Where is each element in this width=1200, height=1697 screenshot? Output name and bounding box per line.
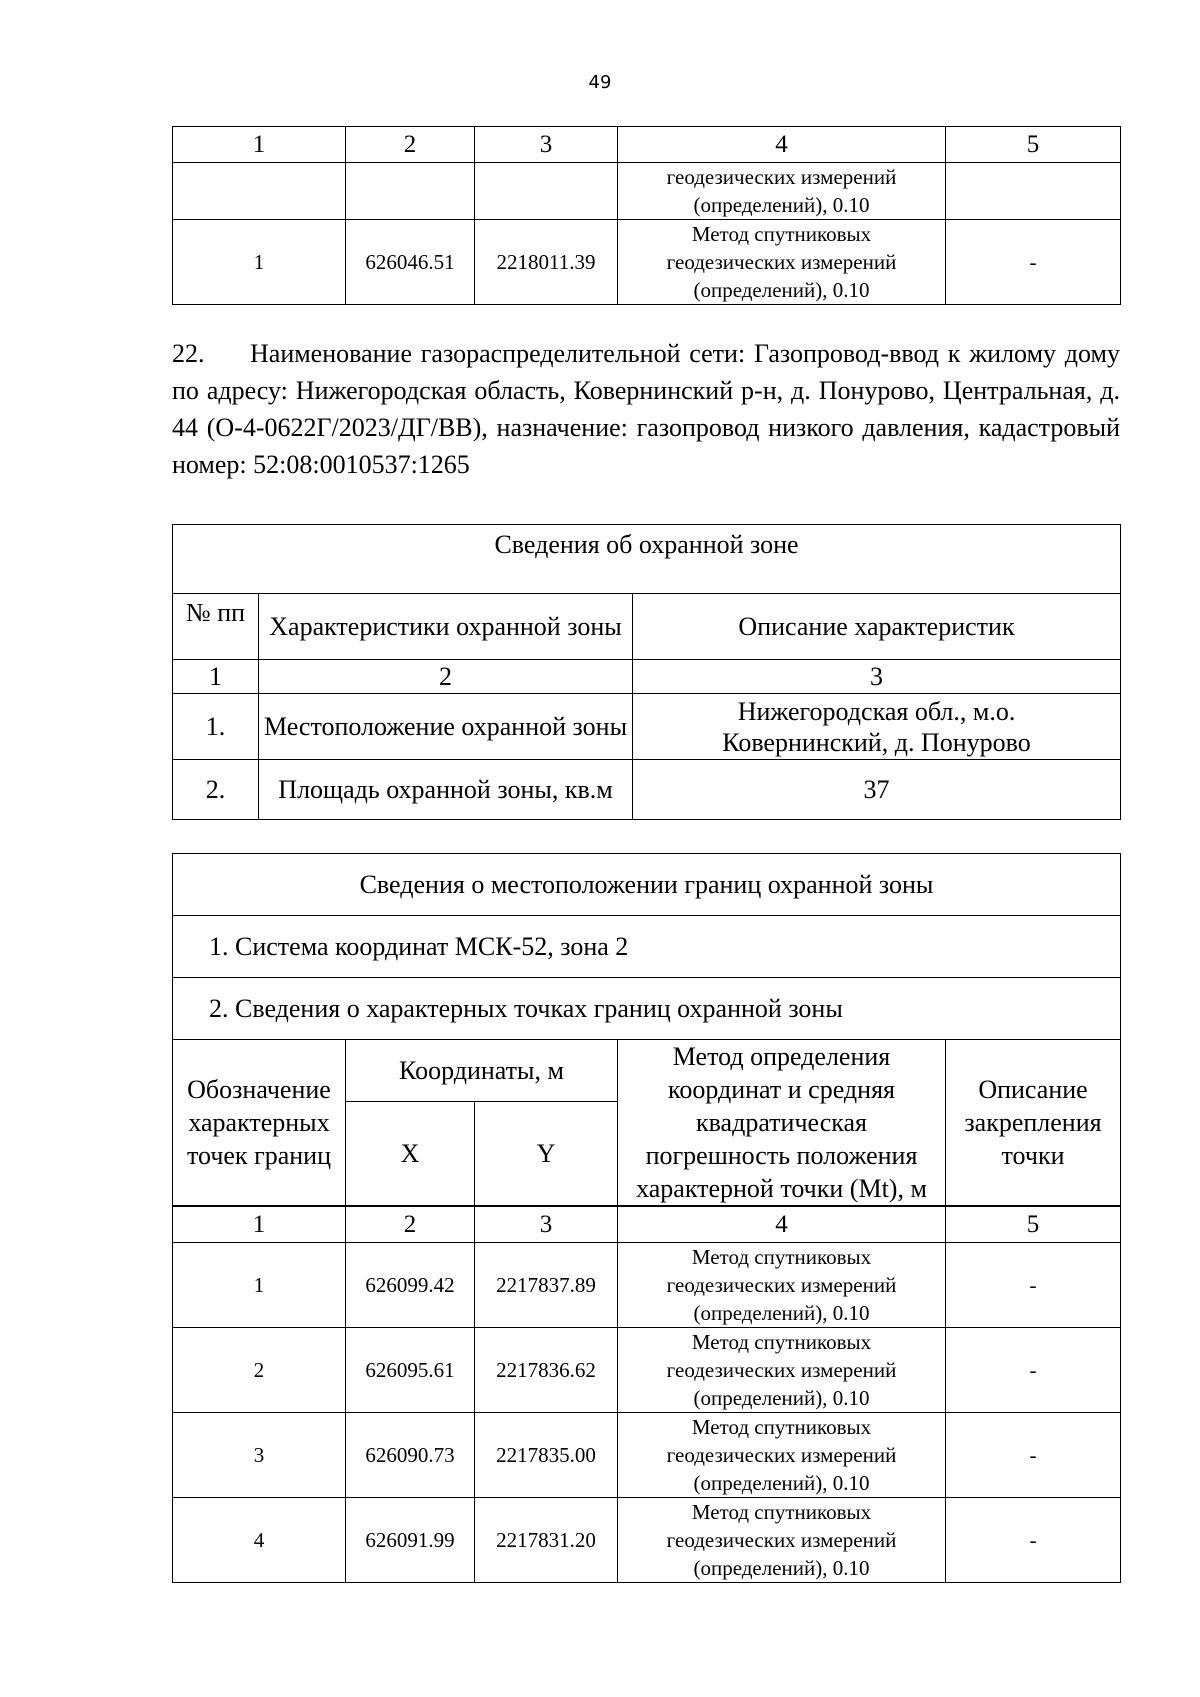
x-cell: 626091.99: [346, 1498, 475, 1583]
table-row: [173, 163, 1121, 220]
col-number: 1: [173, 660, 259, 694]
header-cell: Характеристики охранной зоны: [259, 594, 633, 660]
col-number: 5: [946, 1207, 1121, 1243]
fixing-cell: -: [946, 220, 1121, 305]
point-cell: 1: [173, 220, 346, 305]
col-number: 3: [475, 127, 618, 163]
paragraph-number: 22.: [172, 339, 205, 368]
y-cell: 2218011.39: [475, 220, 618, 305]
point-cell: 2: [173, 1328, 346, 1413]
description-cell: 37: [633, 760, 1121, 820]
zone-info-table: [172, 524, 1121, 820]
network-description: [172, 335, 1120, 483]
x-cell: 626095.61: [346, 1328, 475, 1413]
y-cell: 2217835.00: [475, 1413, 618, 1498]
header-designation: Обозначение характерных точек границ: [173, 1040, 346, 1206]
y-cell: 2217836.62: [475, 1328, 618, 1413]
header-coords: Координаты, м: [346, 1040, 618, 1102]
points-info-row: [173, 978, 1121, 1040]
boundaries-table: [172, 853, 1121, 1206]
table-row: [173, 760, 1121, 820]
table-row: [173, 1243, 1121, 1328]
col-number: 1: [173, 1207, 346, 1243]
header-cell: № пп: [173, 594, 259, 660]
column-numbers-row: [173, 660, 1121, 694]
method-cell: Метод спутниковых геодезических измерений (определений), 0.10: [618, 1413, 946, 1498]
point-cell: 3: [173, 1413, 346, 1498]
table-row: [173, 220, 1121, 305]
method-cell: Метод спутниковых геодезических измерений (определений), 0.10: [618, 1243, 946, 1328]
header-cell: Описание характеристик: [633, 594, 1121, 660]
col-number: 2: [346, 1207, 475, 1243]
table-row: [173, 1328, 1121, 1413]
x-cell: 626046.51: [346, 220, 475, 305]
col-number: 4: [618, 1207, 946, 1243]
column-numbers-row: [173, 127, 1121, 163]
table-row: [173, 1498, 1121, 1583]
header-x: X: [346, 1102, 475, 1206]
x-cell: 626099.42: [346, 1243, 475, 1328]
col-number: 2: [346, 127, 475, 163]
y-cell: 2217831.20: [475, 1498, 618, 1583]
fixing-cell: -: [946, 1243, 1121, 1328]
fixing-cell: -: [946, 1413, 1121, 1498]
header-method: Метод определения координат и средняя квадратическая погрешность положения характерной точки (Mt), м: [618, 1040, 946, 1206]
header-row: [173, 1040, 1121, 1102]
method-cell: Метод спутниковых геодезических измерений (определений), 0.10: [618, 1328, 946, 1413]
page-number: 49: [588, 72, 612, 93]
paragraph-text: Наименование газораспределительной сети: Газопровод-ввод к жилому дому по адресу: Нижегородская область, Ковернинский р-н, д. Понурово, Центральная, д. 44 (О-4-0622Г/2023/ДГ/ВВ), назначение: газопровод низкого давления, кадастровый номер: 52:08:0010537:1265: [172, 339, 1120, 479]
header-row: [173, 594, 1121, 660]
point-cell: 1: [173, 1243, 346, 1328]
fixing-cell: -: [946, 1498, 1121, 1583]
table-title-row: [173, 525, 1121, 594]
row-number: 2.: [173, 760, 259, 820]
col-number: 1: [173, 127, 346, 163]
characteristic-cell: Местоположение охранной зоны: [259, 694, 633, 760]
table-title: Сведения о местоположении границ охранной зоны: [173, 854, 1121, 916]
header-fixing: Описание закрепления точки: [946, 1040, 1121, 1206]
header-y: Y: [475, 1102, 618, 1206]
points-table: [172, 1206, 1121, 1583]
description-cell: Нижегородская обл., м.о. Ковернинский, д. Понурово: [633, 694, 1121, 760]
method-cell: геодезических измерений (определений), 0.10: [618, 163, 946, 220]
points-info: 2. Сведения о характерных точках границ охранной зоны: [173, 978, 1121, 1040]
table-row: [173, 1413, 1121, 1498]
table-row: [173, 694, 1121, 760]
method-cell: Метод спутниковых геодезических измерений (определений), 0.10: [618, 1498, 946, 1583]
col-number: 2: [259, 660, 633, 694]
method-cell: Метод спутниковых геодезических измерений (определений), 0.10: [618, 220, 946, 305]
col-number: 5: [946, 127, 1121, 163]
x-cell: 626090.73: [346, 1413, 475, 1498]
coordinates-table-continued: [172, 126, 1121, 305]
row-number: 1.: [173, 694, 259, 760]
column-numbers-row: [173, 1207, 1121, 1243]
point-cell: 4: [173, 1498, 346, 1583]
table-title: Сведения об охранной зоне: [173, 525, 1121, 594]
col-number: 3: [475, 1207, 618, 1243]
col-number: 4: [618, 127, 946, 163]
y-cell: 2217837.89: [475, 1243, 618, 1328]
fixing-cell: -: [946, 1328, 1121, 1413]
table-title-row: [173, 854, 1121, 916]
coord-system-row: [173, 916, 1121, 978]
col-number: 3: [633, 660, 1121, 694]
characteristic-cell: Площадь охранной зоны, кв.м: [259, 760, 633, 820]
coord-system: 1. Система координат МСК-52, зона 2: [173, 916, 1121, 978]
